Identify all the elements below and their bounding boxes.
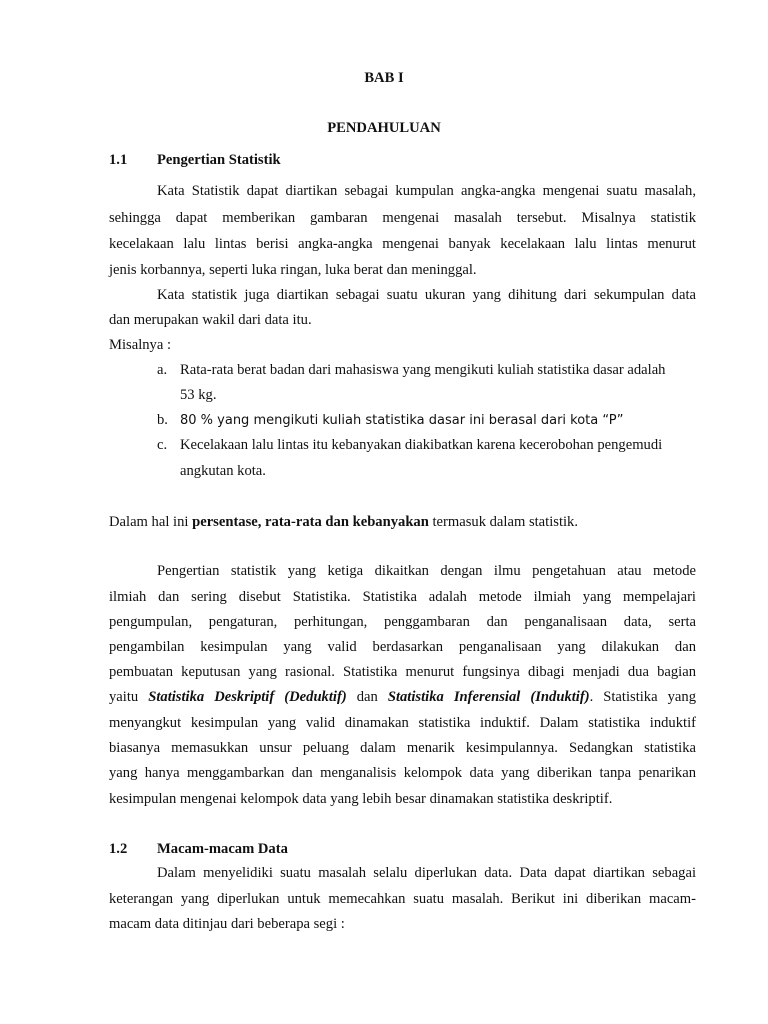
list-item-text: Rata-rata berat badan dari mahasiswa yang mengikuti kuliah statistika dasar adalah bbox=[180, 362, 666, 378]
paragraph-line: kecelakaan lalu lintas berisi angka-angka mengenai banyak kecelakaan lalu lintas menurut bbox=[109, 236, 696, 252]
paragraph-line: menyangkut kesimpulan yang valid dinamakan statistika induktif. Dalam statistika induktif bbox=[109, 715, 696, 731]
paragraph-line: Kata statistik juga diartikan sebagai suatu ukuran yang dihitung dari sekumpulan data bbox=[157, 287, 696, 303]
section-2-number: 1.2 bbox=[109, 841, 128, 857]
section-2-title: Macam-macam Data bbox=[157, 841, 288, 857]
paragraph-line: yang hanya menggambarkan dan menganalisis kelompok data yang diberikan tanpa penarikan bbox=[109, 765, 696, 781]
paragraph-line: pengambilan kesimpulan yang valid berdasarkan penganalisaan yang dilakukan dan bbox=[109, 639, 696, 655]
line-text: . Statistika yang bbox=[589, 689, 696, 705]
list-item-text: Kecelakaan lalu lintas itu kebanyakan diakibatkan karena kecerobohan pengemudi bbox=[180, 437, 663, 453]
line-text: yaitu bbox=[109, 689, 149, 705]
paragraph-line: Pengertian statistik yang ketiga dikaitkan dengan ilmu pengetahuan atau metode bbox=[157, 563, 696, 579]
paragraph-line: biasanya memasukkan unsur peluang dalam menarik kesimpulannya. Sedangkan statistika bbox=[109, 740, 696, 756]
term-descriptive: Statistika Deskriptif (Deduktif) bbox=[148, 689, 347, 705]
paragraph-line: sehingga dapat memberikan gambaran mengenai masalah tersebut. Misalnya statistik bbox=[109, 210, 696, 226]
list-item-text: 80 % yang mengikuti kuliah statistika dasar ini berasal dari kota “P” bbox=[180, 413, 624, 428]
paragraph-line: Dalam menyelidiki suatu masalah selalu diperlukan data. Data dapat diartikan sebagai bbox=[157, 865, 696, 881]
chapter-label: BAB I bbox=[364, 70, 404, 86]
term-inferential: Statistika Inferensial (Induktif) bbox=[387, 689, 590, 705]
summary-text: Dalam hal ini bbox=[109, 514, 193, 530]
section-1-title: Pengertian Statistik bbox=[157, 152, 281, 168]
paragraph-line: pembuatan keputusan yang rasional. Statistika menurut fungsinya dibagi menjadi dua bagian bbox=[109, 664, 696, 680]
paragraph-line-mixed bbox=[109, 689, 696, 706]
section-1-number: 1.1 bbox=[109, 152, 128, 168]
paragraph-line: ilmiah dan sering disebut Statistika. Statistika adalah metode ilmiah yang mempelajari bbox=[109, 589, 696, 605]
paragraph-line: dan merupakan wakil dari data itu. bbox=[109, 312, 312, 328]
misalnya-label: Misalnya : bbox=[109, 337, 172, 353]
summary-line bbox=[109, 514, 696, 531]
paragraph-line: macam data ditinjau dari beberapa segi : bbox=[109, 916, 345, 932]
paragraph-line: Kata Statistik dapat diartikan sebagai kumpulan angka-angka mengenai suatu masalah, bbox=[157, 183, 696, 199]
list-item-text: 53 kg. bbox=[180, 387, 217, 403]
list-marker: c. bbox=[157, 437, 168, 453]
list-marker: a. bbox=[157, 362, 168, 378]
summary-bold-text: persentase, rata-rata dan kebanyakan bbox=[192, 514, 429, 530]
paragraph-line: jenis korbannya, seperti luka ringan, luka berat dan meninggal. bbox=[109, 262, 477, 278]
list-item-text: angkutan kota. bbox=[180, 463, 266, 479]
line-text: dan bbox=[346, 689, 388, 705]
paragraph-line: pengumpulan, pengaturan, perhitungan, penggambaran dan penganalisaan data, serta bbox=[109, 614, 696, 630]
chapter-title: PENDAHULUAN bbox=[327, 120, 441, 136]
summary-text: termasuk dalam statistik. bbox=[428, 514, 578, 530]
list-marker: b. bbox=[157, 412, 168, 428]
paragraph-line: keterangan yang diperlukan untuk memecahkan suatu masalah. Berikut ini diberikan macam- bbox=[109, 891, 696, 907]
paragraph-line: kesimpulan mengenai kelompok data yang lebih besar dinamakan statistika deskriptif. bbox=[109, 791, 613, 807]
